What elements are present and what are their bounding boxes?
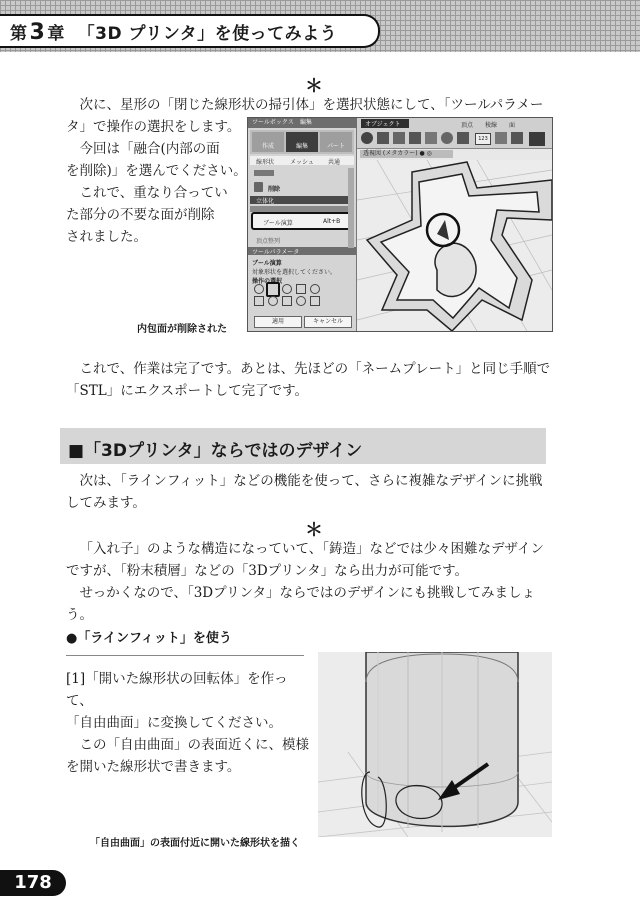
toolbox-tabs — [250, 130, 354, 154]
subsection-rule — [66, 655, 304, 656]
vertex-align-item[interactable]: 頂点整列 — [256, 238, 281, 245]
boolean-menu-item[interactable] — [251, 212, 353, 230]
toolbar-icon — [254, 170, 274, 176]
subtab-lines[interactable]: 線形状 — [256, 159, 275, 166]
layer-icon[interactable] — [425, 132, 437, 144]
boolean-item-shortcut: Alt+B — [323, 218, 341, 225]
text-line: 「入れ子」のような構造になっていて、「鋳造」などでは少々困難なデザイン — [79, 541, 545, 557]
subtab-bar — [250, 156, 354, 165]
camera-icon[interactable] — [457, 132, 469, 144]
grid-icon[interactable] — [393, 132, 405, 144]
settings-icon[interactable] — [511, 132, 523, 144]
tab-edit[interactable]: 編集 — [286, 132, 318, 152]
chapter-title-text: 「3D プリンタ」を使ってみよう — [77, 24, 338, 44]
tab-create[interactable]: 作成 — [252, 132, 284, 152]
toolbox-panel — [248, 118, 357, 331]
step-paragraph — [66, 668, 310, 778]
menu-vertex[interactable]: 頂点 — [461, 122, 474, 129]
text-line: [1]「開いた線形状の回転体」を作って、 — [66, 671, 288, 709]
separator-asterisk: ＊ — [305, 76, 323, 97]
chapter-number: 3 — [29, 20, 46, 45]
text-line: タ」で操作の選択をします。 — [66, 119, 241, 135]
slice-icon[interactable] — [282, 296, 292, 306]
chapter-prefix: 第 — [10, 24, 28, 44]
text-line: を開いた線形状で書きます。 — [66, 759, 241, 775]
globe-icon[interactable] — [361, 132, 373, 144]
text-line: 次に、星形の「閉じた線形状の掃引体」を選択状態にして、「ツールパラメー — [79, 97, 544, 113]
chapter-title — [10, 19, 337, 45]
cut-icon[interactable] — [268, 296, 278, 306]
paragraph — [66, 138, 251, 248]
text-line: 「STL」にエクスポートして完了です。 — [66, 383, 309, 399]
section-heading: ■「3Dプリンタ」ならではのデザイン — [68, 441, 363, 461]
viewport-status: 透視図 (メタカラー) ● ◎ — [360, 150, 453, 158]
viewport-toolbar — [357, 118, 552, 149]
subtab-common[interactable]: 共通 — [328, 159, 341, 166]
exclude-icon[interactable] — [310, 284, 320, 294]
text-line: 「自由曲面」に変換してください。 — [66, 715, 282, 731]
trash-icon — [254, 182, 263, 192]
separator-asterisk: ＊ — [305, 520, 323, 541]
text-line: 次は、「ラインフィット」などの機能を使って、さらに複雑なデザインに挑戦 — [79, 473, 543, 489]
menu-edge[interactable]: 稜線 — [485, 122, 498, 129]
number-badge[interactable]: 123 — [475, 133, 491, 145]
screenshot-boolean — [247, 117, 553, 332]
menu-face[interactable]: 面 — [509, 122, 516, 129]
toolbox-title: ツールボックス 編集 — [248, 118, 360, 128]
text-line: これで、重なり合ってい — [79, 185, 228, 201]
cancel-button[interactable]: キャンセル — [304, 316, 352, 328]
text-line: 今回は「融合(内部の面 — [79, 141, 220, 157]
table-icon[interactable] — [409, 132, 421, 144]
text-line: これで、作業は完了です。あとは、先ほどの「ネームプレート」と同じ手順で — [79, 361, 551, 377]
text-line: た部分の不要な面が削除 — [66, 207, 215, 223]
viewport-3d[interactable] — [357, 160, 552, 331]
union-icon[interactable] — [254, 284, 264, 294]
subsection-heading: ●「ラインフィット」を使う — [66, 631, 232, 646]
text-line: この「自由曲面」の表面近くに、模様 — [79, 737, 309, 753]
text-line: を削除)」を選んでください。 — [66, 163, 247, 179]
render-icon[interactable] — [495, 132, 507, 144]
delete-item[interactable]: 削除 — [268, 186, 281, 193]
page-number: 178 — [0, 870, 66, 896]
subtab-mesh[interactable]: メッシュ — [290, 159, 314, 166]
text-line: せっかくなので、「3Dプリンタ」ならではのデザインにも挑戦してみましょう。 — [66, 585, 535, 623]
subtract-icon[interactable] — [282, 284, 292, 294]
text-line: ですが、「粉末積層」などの「3Dプリンタ」なら出力が可能です。 — [66, 563, 469, 579]
paragraph — [66, 358, 556, 402]
select-hint: 対象形状を選択してください。 — [252, 269, 337, 276]
operation-label: 操作の選択 — [252, 278, 283, 285]
view-icon[interactable] — [377, 132, 389, 144]
paragraph — [66, 538, 556, 626]
apply-button[interactable]: 適用 — [254, 316, 302, 328]
figure-caption: 内包面が削除された — [137, 324, 227, 335]
light-icon[interactable] — [441, 132, 453, 144]
intersect-icon[interactable] — [296, 284, 306, 294]
chapter-suffix: 章 — [47, 24, 65, 44]
figure-caption: 「自由曲面」の表面付近に開いた線形状を描く — [90, 838, 300, 849]
split-icon[interactable] — [254, 296, 264, 306]
combine-icon[interactable] — [310, 296, 320, 306]
paragraph — [66, 470, 556, 514]
solidify-group[interactable]: 立体化 — [250, 196, 350, 204]
fuse-icon[interactable] — [266, 282, 280, 297]
screenshot-surface — [318, 652, 552, 837]
operation-icons — [254, 284, 350, 306]
param-title: ツールパラメータ — [248, 247, 356, 255]
merge-icon[interactable] — [296, 296, 306, 306]
text-line: してみます。 — [66, 495, 146, 511]
tab-object[interactable]: オブジェクト — [361, 119, 409, 128]
boolean-header: ブール演算 — [252, 260, 282, 267]
scrollbar[interactable] — [348, 168, 354, 248]
boolean-item-label: ブール演算 — [263, 220, 293, 227]
text-line: されました。 — [66, 229, 147, 245]
panel-icon[interactable] — [529, 132, 545, 146]
tab-part[interactable]: パート — [320, 132, 352, 152]
